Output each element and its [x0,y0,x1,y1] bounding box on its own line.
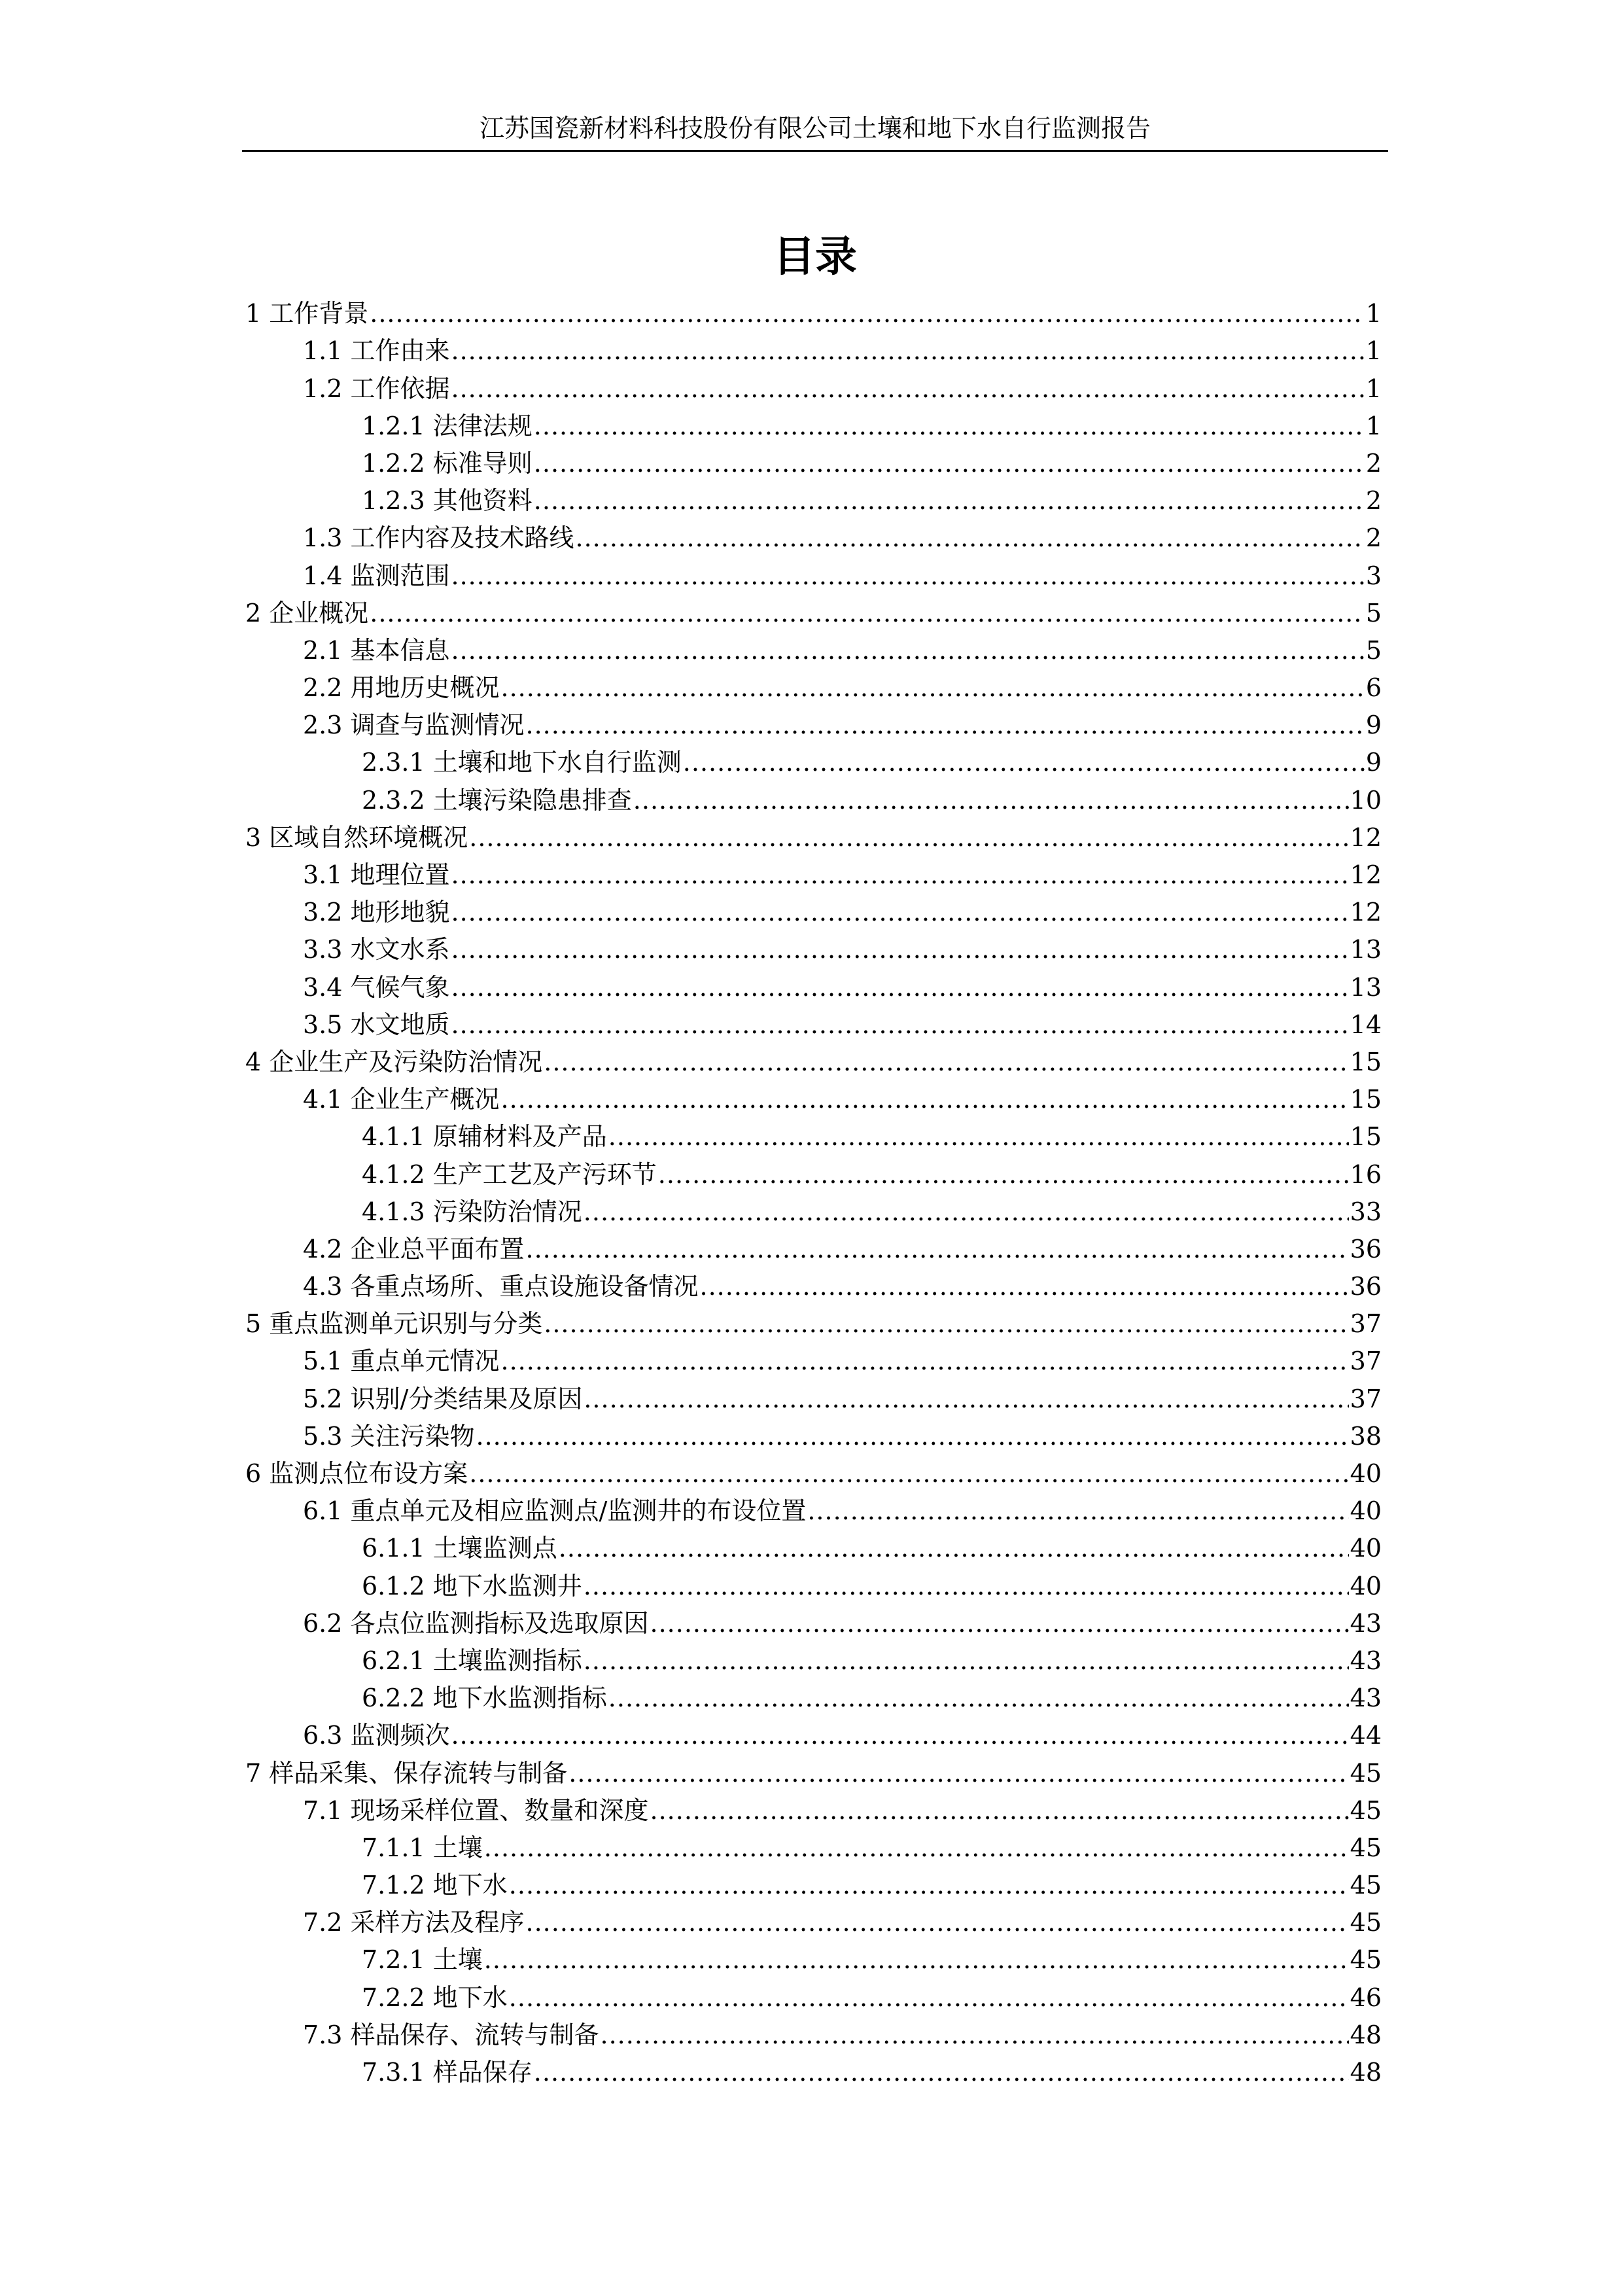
toc-entry-title: 7.2 采样方法及程序 [303,1908,525,1937]
page-title: 目录 [773,233,857,281]
toc-page-number: 1 [1365,411,1382,440]
toc-entry[interactable] [245,1301,1382,1339]
toc-dot-leader [534,486,1365,516]
toc-entry[interactable] [245,441,1382,478]
toc-page-number: 2 [1365,523,1382,553]
toc-dot-leader [469,1458,1348,1489]
toc-dot-leader [658,1159,1349,1190]
toc-dot-leader [484,1945,1349,1975]
toc-page-number: 40 [1350,1534,1382,1563]
toc-entry-title: 3.4 气候气象 [303,972,450,1002]
toc-dot-leader [584,1646,1349,1676]
toc-entry[interactable] [245,1788,1382,1826]
toc-dot-leader [370,298,1365,328]
toc-entry[interactable] [245,1900,1382,1937]
toc-page-number: 33 [1350,1197,1382,1226]
toc-page-number: 40 [1350,1459,1382,1488]
toc-page-number: 2 [1365,486,1382,516]
toc-entry-title: 4.2 企业总平面布置 [303,1234,525,1263]
toc-entry-title: 3 区域自然环境概况 [245,822,468,852]
toc-entry-title: 4.1.3 污染防治情况 [362,1197,582,1226]
toc-entry[interactable] [245,478,1382,516]
toc-entry[interactable] [245,1040,1382,1077]
toc-page-number: 15 [1350,1085,1382,1114]
toc-entry-title: 7.2.1 土壤 [362,1945,483,1975]
toc-entry[interactable] [245,1975,1382,2012]
toc-page-number: 45 [1350,1908,1382,1937]
toc-page-number: 46 [1350,1983,1382,2012]
toc-dot-leader [584,1197,1349,1227]
toc-dot-leader [451,1010,1349,1040]
toc-entry[interactable] [245,703,1382,740]
toc-entry[interactable] [245,328,1382,366]
toc-entry-title: 7.2.2 地下水 [362,1983,508,2012]
toc-dot-leader [451,336,1365,366]
toc-dot-leader [451,860,1349,890]
toc-entry-title: 1.1 工作由来 [303,336,450,366]
page-header: 江苏国瓷新材料科技股份有限公司土壤和地下水自行监测报告 [479,114,1151,143]
toc-page-number: 13 [1350,935,1382,964]
toc-entry[interactable] [245,1713,1382,1750]
toc-entry-title: 6 监测点位布设方案 [245,1459,468,1488]
toc-entry[interactable] [245,1489,1382,1526]
toc-page-number: 36 [1350,1234,1382,1263]
toc-entry[interactable] [245,628,1382,665]
toc-entry[interactable] [245,1526,1382,1563]
toc-entry[interactable] [245,516,1382,553]
toc-page-number: 5 [1365,635,1382,665]
toc-dot-leader [476,1421,1349,1451]
toc-entry[interactable] [245,404,1382,441]
toc-page-number: 1 [1365,374,1382,403]
toc-entry-title: 1 工作背景 [245,299,369,328]
toc-entry[interactable] [245,1451,1382,1489]
toc-entry[interactable] [245,1077,1382,1114]
toc-page-number: 36 [1350,1272,1382,1301]
toc-entry[interactable] [245,553,1382,590]
toc-entry-title: 3.2 地形地貌 [303,898,450,927]
toc-page-number: 43 [1350,1608,1382,1638]
toc-dot-leader [451,1720,1349,1750]
toc-entry-title: 2.1 基本信息 [303,635,450,665]
toc-dot-leader [451,561,1365,591]
toc-entry-title: 3.5 水文地质 [303,1010,450,1039]
table-of-contents [245,291,1382,2087]
toc-dot-leader [544,1309,1348,1339]
toc-entry-title: 1.3 工作内容及技术路线 [303,523,574,553]
toc-entry-title: 5.3 关注污染物 [303,1421,475,1451]
toc-page-number: 12 [1350,860,1382,889]
toc-dot-leader [534,2057,1349,2087]
toc-entry-title: 6.3 监测频次 [303,1721,450,1750]
toc-entry-title: 5.2 识别/分类结果及原因 [303,1384,583,1413]
toc-entry-title: 6.2 各点位监测指标及选取原因 [303,1608,649,1638]
toc-entry[interactable] [245,1638,1382,1676]
toc-entry[interactable] [245,1376,1382,1413]
toc-dot-leader [451,934,1349,964]
toc-entry[interactable] [245,1152,1382,1189]
toc-dot-leader [584,1384,1348,1414]
toc-entry-title: 2.3 调查与监测情况 [303,711,525,740]
toc-page-number: 12 [1350,822,1382,852]
toc-entry-title: 5 重点监测单元识别与分类 [245,1309,543,1339]
toc-page-number: 44 [1350,1721,1382,1750]
toc-page-number: 45 [1350,1871,1382,1900]
toc-entry[interactable] [245,291,1382,328]
toc-entry[interactable] [245,1750,1382,1788]
toc-dot-leader [526,710,1365,740]
toc-page-number: 2 [1365,448,1382,478]
toc-dot-leader [650,1608,1349,1638]
toc-entry[interactable] [245,1339,1382,1376]
toc-page-number: 9 [1365,711,1382,740]
toc-entry-title: 4.1.2 生产工艺及产污环节 [362,1159,657,1189]
toc-page-number: 15 [1350,1122,1382,1152]
toc-page-number: 1 [1365,336,1382,366]
toc-dot-leader [807,1496,1348,1526]
toc-entry-title: 1.2 工作依据 [303,374,450,403]
toc-page-number: 40 [1350,1571,1382,1600]
toc-entry-title: 2.3.2 土壤污染隐患排查 [362,785,632,815]
toc-entry-title: 7.1.1 土壤 [362,1833,483,1862]
toc-entry-title: 7.3.1 样品保存 [362,2058,532,2087]
toc-entry[interactable] [245,366,1382,403]
toc-dot-leader [568,1758,1348,1788]
toc-entry-title: 4.3 各重点场所、重点设施设备情况 [303,1272,699,1301]
toc-dot-leader [633,785,1349,815]
toc-entry-title: 1.4 监测范围 [303,561,450,590]
toc-entry-title: 7.1 现场采样位置、数量和深度 [303,1795,649,1825]
toc-dot-leader [451,972,1349,1002]
toc-page-number: 48 [1350,2058,1382,2087]
toc-entry-title: 7 样品采集、保存流转与制备 [245,1758,568,1788]
toc-entry[interactable] [245,2050,1382,2087]
toc-entry[interactable] [245,2013,1382,2050]
toc-page-number: 14 [1350,1010,1382,1039]
toc-entry-title: 4 企业生产及污染防治情况 [245,1047,543,1076]
toc-page-number: 48 [1350,2020,1382,2049]
toc-dot-leader [601,2020,1349,2050]
toc-entry[interactable] [245,1937,1382,1975]
toc-page-number: 9 [1365,748,1382,777]
header-divider [242,150,1388,152]
toc-dot-leader [501,1084,1349,1114]
toc-entry[interactable] [245,1002,1382,1040]
toc-entry[interactable] [245,1863,1382,1900]
toc-dot-leader [608,1122,1349,1152]
toc-page-number: 5 [1365,598,1382,627]
toc-entry[interactable] [245,1414,1382,1451]
toc-page-number: 45 [1350,1758,1382,1788]
toc-page-number: 6 [1365,673,1382,703]
toc-page-number: 40 [1350,1496,1382,1526]
toc-entry[interactable] [245,1264,1382,1301]
toc-entry-title: 1.2.3 其他资料 [362,486,532,516]
toc-entry-title: 2.3.1 土壤和地下水自行监测 [362,748,682,777]
toc-dot-leader [584,1571,1349,1601]
toc-page-number: 10 [1350,785,1382,815]
toc-page-number: 37 [1350,1384,1382,1413]
toc-entry-title: 2.2 用地历史概况 [303,673,500,703]
toc-dot-leader [526,1234,1349,1264]
toc-dot-leader [526,1907,1349,1937]
toc-entry-title: 6.2.1 土壤监测指标 [362,1646,582,1675]
toc-entry-title: 1.2.1 法律法规 [362,411,532,440]
toc-page-number: 3 [1365,561,1382,590]
toc-dot-leader [608,1683,1349,1713]
toc-entry-title: 6.2.2 地下水监测指标 [362,1684,607,1713]
toc-page-number: 45 [1350,1795,1382,1825]
toc-dot-leader [451,374,1365,404]
toc-entry-title: 5.1 重点单元情况 [303,1347,500,1376]
toc-dot-leader [544,1047,1348,1077]
toc-dot-leader [559,1533,1349,1563]
toc-entry-title: 3.1 地理位置 [303,860,450,889]
toc-dot-leader [509,1870,1349,1900]
toc-page-number: 45 [1350,1945,1382,1975]
toc-dot-leader [509,1983,1349,2013]
toc-page-number: 37 [1350,1347,1382,1376]
toc-page-number: 38 [1350,1421,1382,1451]
toc-entry[interactable] [245,890,1382,927]
toc-entry[interactable] [245,740,1382,777]
toc-entry[interactable] [245,815,1382,853]
toc-dot-leader [683,747,1365,777]
toc-page-number: 43 [1350,1646,1382,1675]
toc-dot-leader [576,523,1365,553]
toc-entry-title: 4.1.1 原辅材料及产品 [362,1122,607,1152]
toc-dot-leader [534,448,1365,478]
toc-entry-title: 6.1.2 地下水监测井 [362,1571,582,1600]
toc-entry[interactable] [245,777,1382,815]
toc-dot-leader [534,411,1365,441]
toc-page-number: 16 [1350,1159,1382,1189]
toc-dot-leader [451,897,1349,927]
toc-entry-title: 1.2.2 标准导则 [362,448,532,478]
toc-entry[interactable] [245,1563,1382,1600]
toc-dot-leader [501,1346,1349,1376]
toc-page-number: 43 [1350,1684,1382,1713]
toc-entry[interactable] [245,665,1382,703]
toc-entry-title: 6.1.1 土壤监测点 [362,1534,557,1563]
toc-entry-title: 6.1 重点单元及相应监测点/监测井的布设位置 [303,1496,807,1526]
toc-dot-leader [469,822,1348,853]
toc-page-number: 37 [1350,1309,1382,1339]
toc-page-number: 15 [1350,1047,1382,1076]
toc-dot-leader [700,1271,1349,1301]
toc-entry[interactable] [245,853,1382,890]
toc-entry[interactable] [245,591,1382,628]
toc-entry[interactable] [245,1601,1382,1638]
toc-entry[interactable] [245,1114,1382,1152]
toc-entry[interactable] [245,1227,1382,1264]
toc-entry-title: 4.1 企业生产概况 [303,1085,500,1114]
toc-entry-title: 7.1.2 地下水 [362,1871,508,1900]
toc-page-number: 13 [1350,972,1382,1002]
toc-dot-leader [370,598,1365,628]
toc-dot-leader [484,1833,1349,1863]
toc-dot-leader [501,673,1365,703]
toc-page-number: 1 [1365,299,1382,328]
toc-entry[interactable] [245,964,1382,1002]
toc-page-number: 12 [1350,898,1382,927]
toc-entry-title: 7.3 样品保存、流转与制备 [303,2020,599,2049]
toc-entry[interactable] [245,1190,1382,1227]
toc-entry-title: 3.3 水文水系 [303,935,450,964]
toc-entry[interactable] [245,927,1382,964]
toc-entry-title: 2 企业概况 [245,598,369,627]
toc-dot-leader [650,1795,1349,1826]
toc-page-number: 45 [1350,1833,1382,1862]
toc-dot-leader [451,635,1365,665]
toc-entry[interactable] [245,1826,1382,1863]
toc-entry[interactable] [245,1676,1382,1713]
